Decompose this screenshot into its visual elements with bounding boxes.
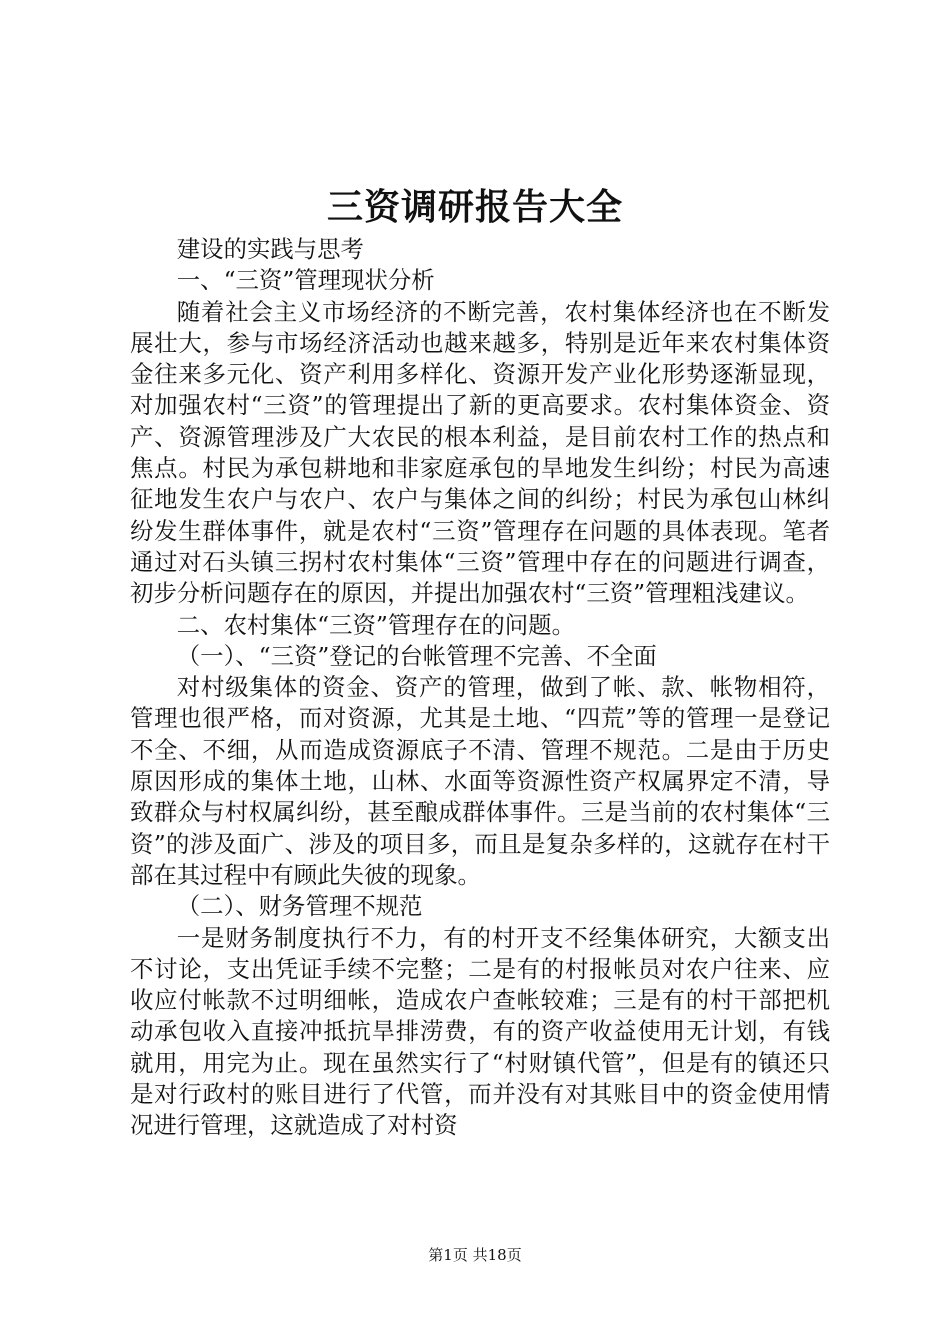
section-heading: 一、“三资”管理现状分析: [176, 266, 435, 295]
document-title: 三资调研报告大全: [326, 186, 623, 228]
subsection-heading: （一）、“三资”登记的台帐管理不完善、不全面: [176, 641, 657, 670]
section-heading: 二、农村集体“三资”管理存在的问题。: [176, 610, 575, 639]
document-body: [130, 234, 830, 1142]
page-footer: 第1页 共18页: [428, 1246, 522, 1264]
paragraph: 建设的实践与思考: [176, 235, 364, 263]
subsection-heading: （二）、财务管理不规范: [176, 892, 423, 921]
paragraph: 一是财务制度执行不力，有的村开支不经集体研究，大额支出不讨论，支出凭证手续不完整；二是有的村报帐员对农户往来、应收应付帐款不过明细帐，造成农户查帐较难；三是有的村干部把机动承包收入直接冲抵抗旱排涝费，有的资产收益使用无计划，有钱就用，用完为止。现在虽然实行了“村财镇代管”，但是有的镇还只是对行政村的账目进行了代管，而并没有对其账目中的资金使用情况进行管理，这就造成了对村资: [130, 923, 830, 1140]
paragraph: 对村级集体的资金、资产的管理，做到了帐、款、帐物相符，管理也很严格，而对资源，尤其是土地、“四荒”等的管理一是登记不全、不细，从而造成资源底子不清、管理不规范。二是由于历史原因形成的集体土地，山林、水面等资源性资产权属界定不清，导致群众与村权属纠纷，甚至酿成群体事件。三是当前的农村集体“三资”的涉及面广、涉及的项目多，而且是复杂多样的，这就存在村干部在其过程中有顾此失彼的现象。: [130, 673, 830, 889]
paragraph: 随着社会主义市场经济的不断完善，农村集体经济也在不断发展壮大，参与市场经济活动也越来越多，特别是近年来农村集体资金往来多元化、资产利用多样化、资源开发产业化形势逐渐显现，对加强农村“三资”的管理提出了新的更高要求。农村集体资金、资产、资源管理涉及广大农民的根本利益，是目前农村工作的热点和焦点。村民为承包耕地和非家庭承包的旱地发生纠纷；村民为高速征地发生农户与农户、农户与集体之间的纠纷；村民为承包山林纠纷发生群体事件，就是农村“三资”管理存在问题的具体表现。笔者通过对石头镇三拐村农村集体“三资”管理中存在的问题进行调查，初步分析问题存在的原因，并提出加强农村“三资”管理粗浅建议。: [130, 297, 830, 608]
